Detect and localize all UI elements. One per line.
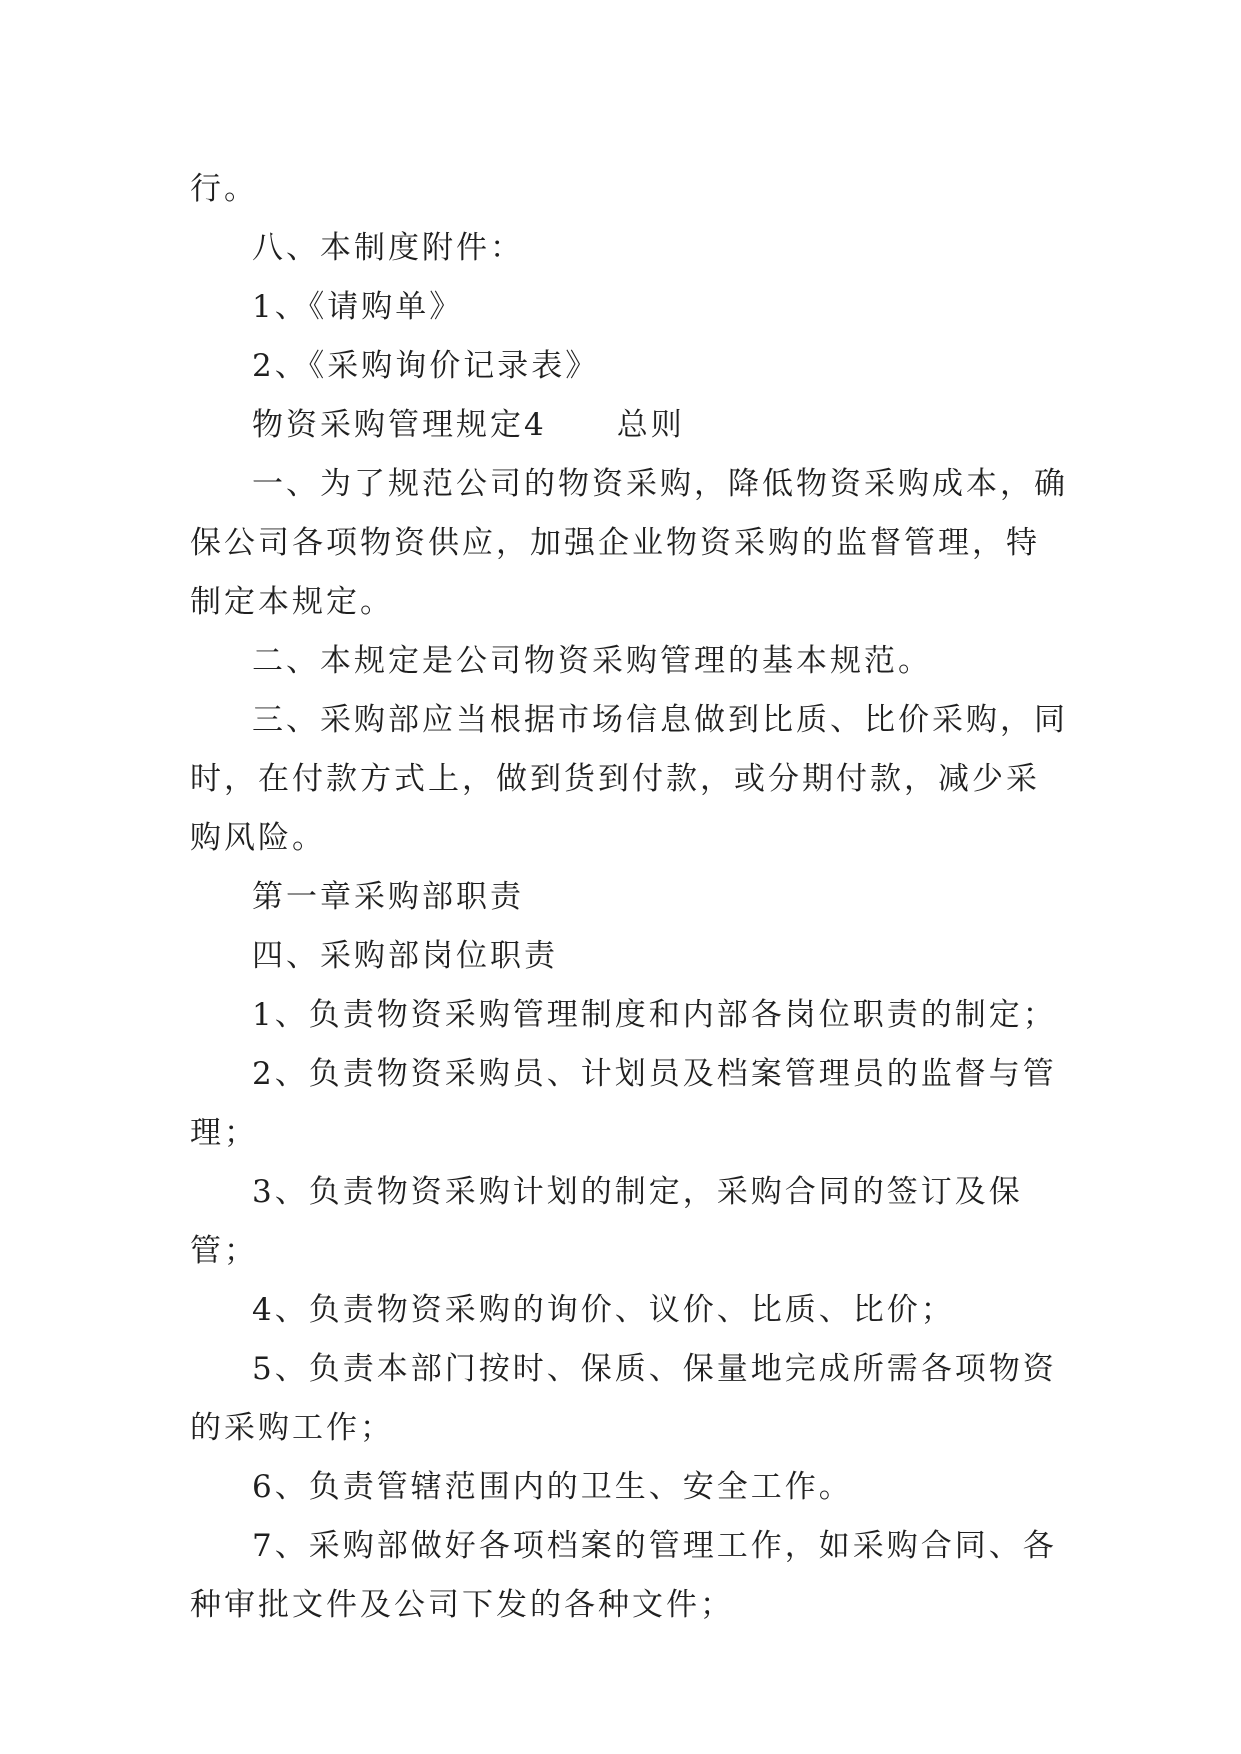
duty-item-5: 5、负责本部门按时、保质、保量地完成所需各项物资的采购工作； [190,1351,1057,1446]
paragraph-1: 一、为了规范公司的物资采购，降低物资采购成本，确保公司各项物资供应，加强企业物资采购的监督管理，特制定本规定。 [190,466,1068,620]
paragraph-2: 二、本规定是公司物资采购管理的基本规范。 [252,643,932,679]
paragraph-3: 三、采购部应当根据市场信息做到比质、比价采购，同时，在付款方式上，做到货到付款，或分期付款，减少采购风险。 [190,702,1068,856]
chapter-heading: 第一章采购部职责 [252,879,524,915]
duty-item-6: 6、负责管辖范围内的卫生、安全工作。 [252,1469,853,1505]
duty-item-4: 4、负责物资采购的询价、议价、比质、比价； [252,1292,955,1328]
paragraph-appendix-item-2: 2、《采购询价记录表》 [252,348,600,384]
section-subtitle: 总则 [616,407,685,443]
duty-item-1: 1、负责物资采购管理制度和内部各岗位职责的制定； [252,997,1057,1033]
paragraph-appendix-heading: 八、本制度附件： [252,230,524,266]
section-title: 物资采购管理规定4 [252,407,547,443]
section-title-line [190,396,1070,455]
duty-item-2: 2、负责物资采购员、计划员及档案管理员的监督与管理； [190,1056,1057,1151]
duty-item-3: 3、负责物资采购计划的制定，采购合同的签订及保管； [190,1174,1023,1269]
document-body [190,160,1070,1635]
paragraph-continuation: 行。 [190,171,258,207]
paragraph-4-heading: 四、采购部岗位职责 [252,938,558,974]
paragraph-appendix-item-1: 1、《请购单》 [252,289,464,325]
duty-item-7: 7、采购部做好各项档案的管理工作，如采购合同、各种审批文件及公司下发的各种文件； [190,1528,1057,1623]
